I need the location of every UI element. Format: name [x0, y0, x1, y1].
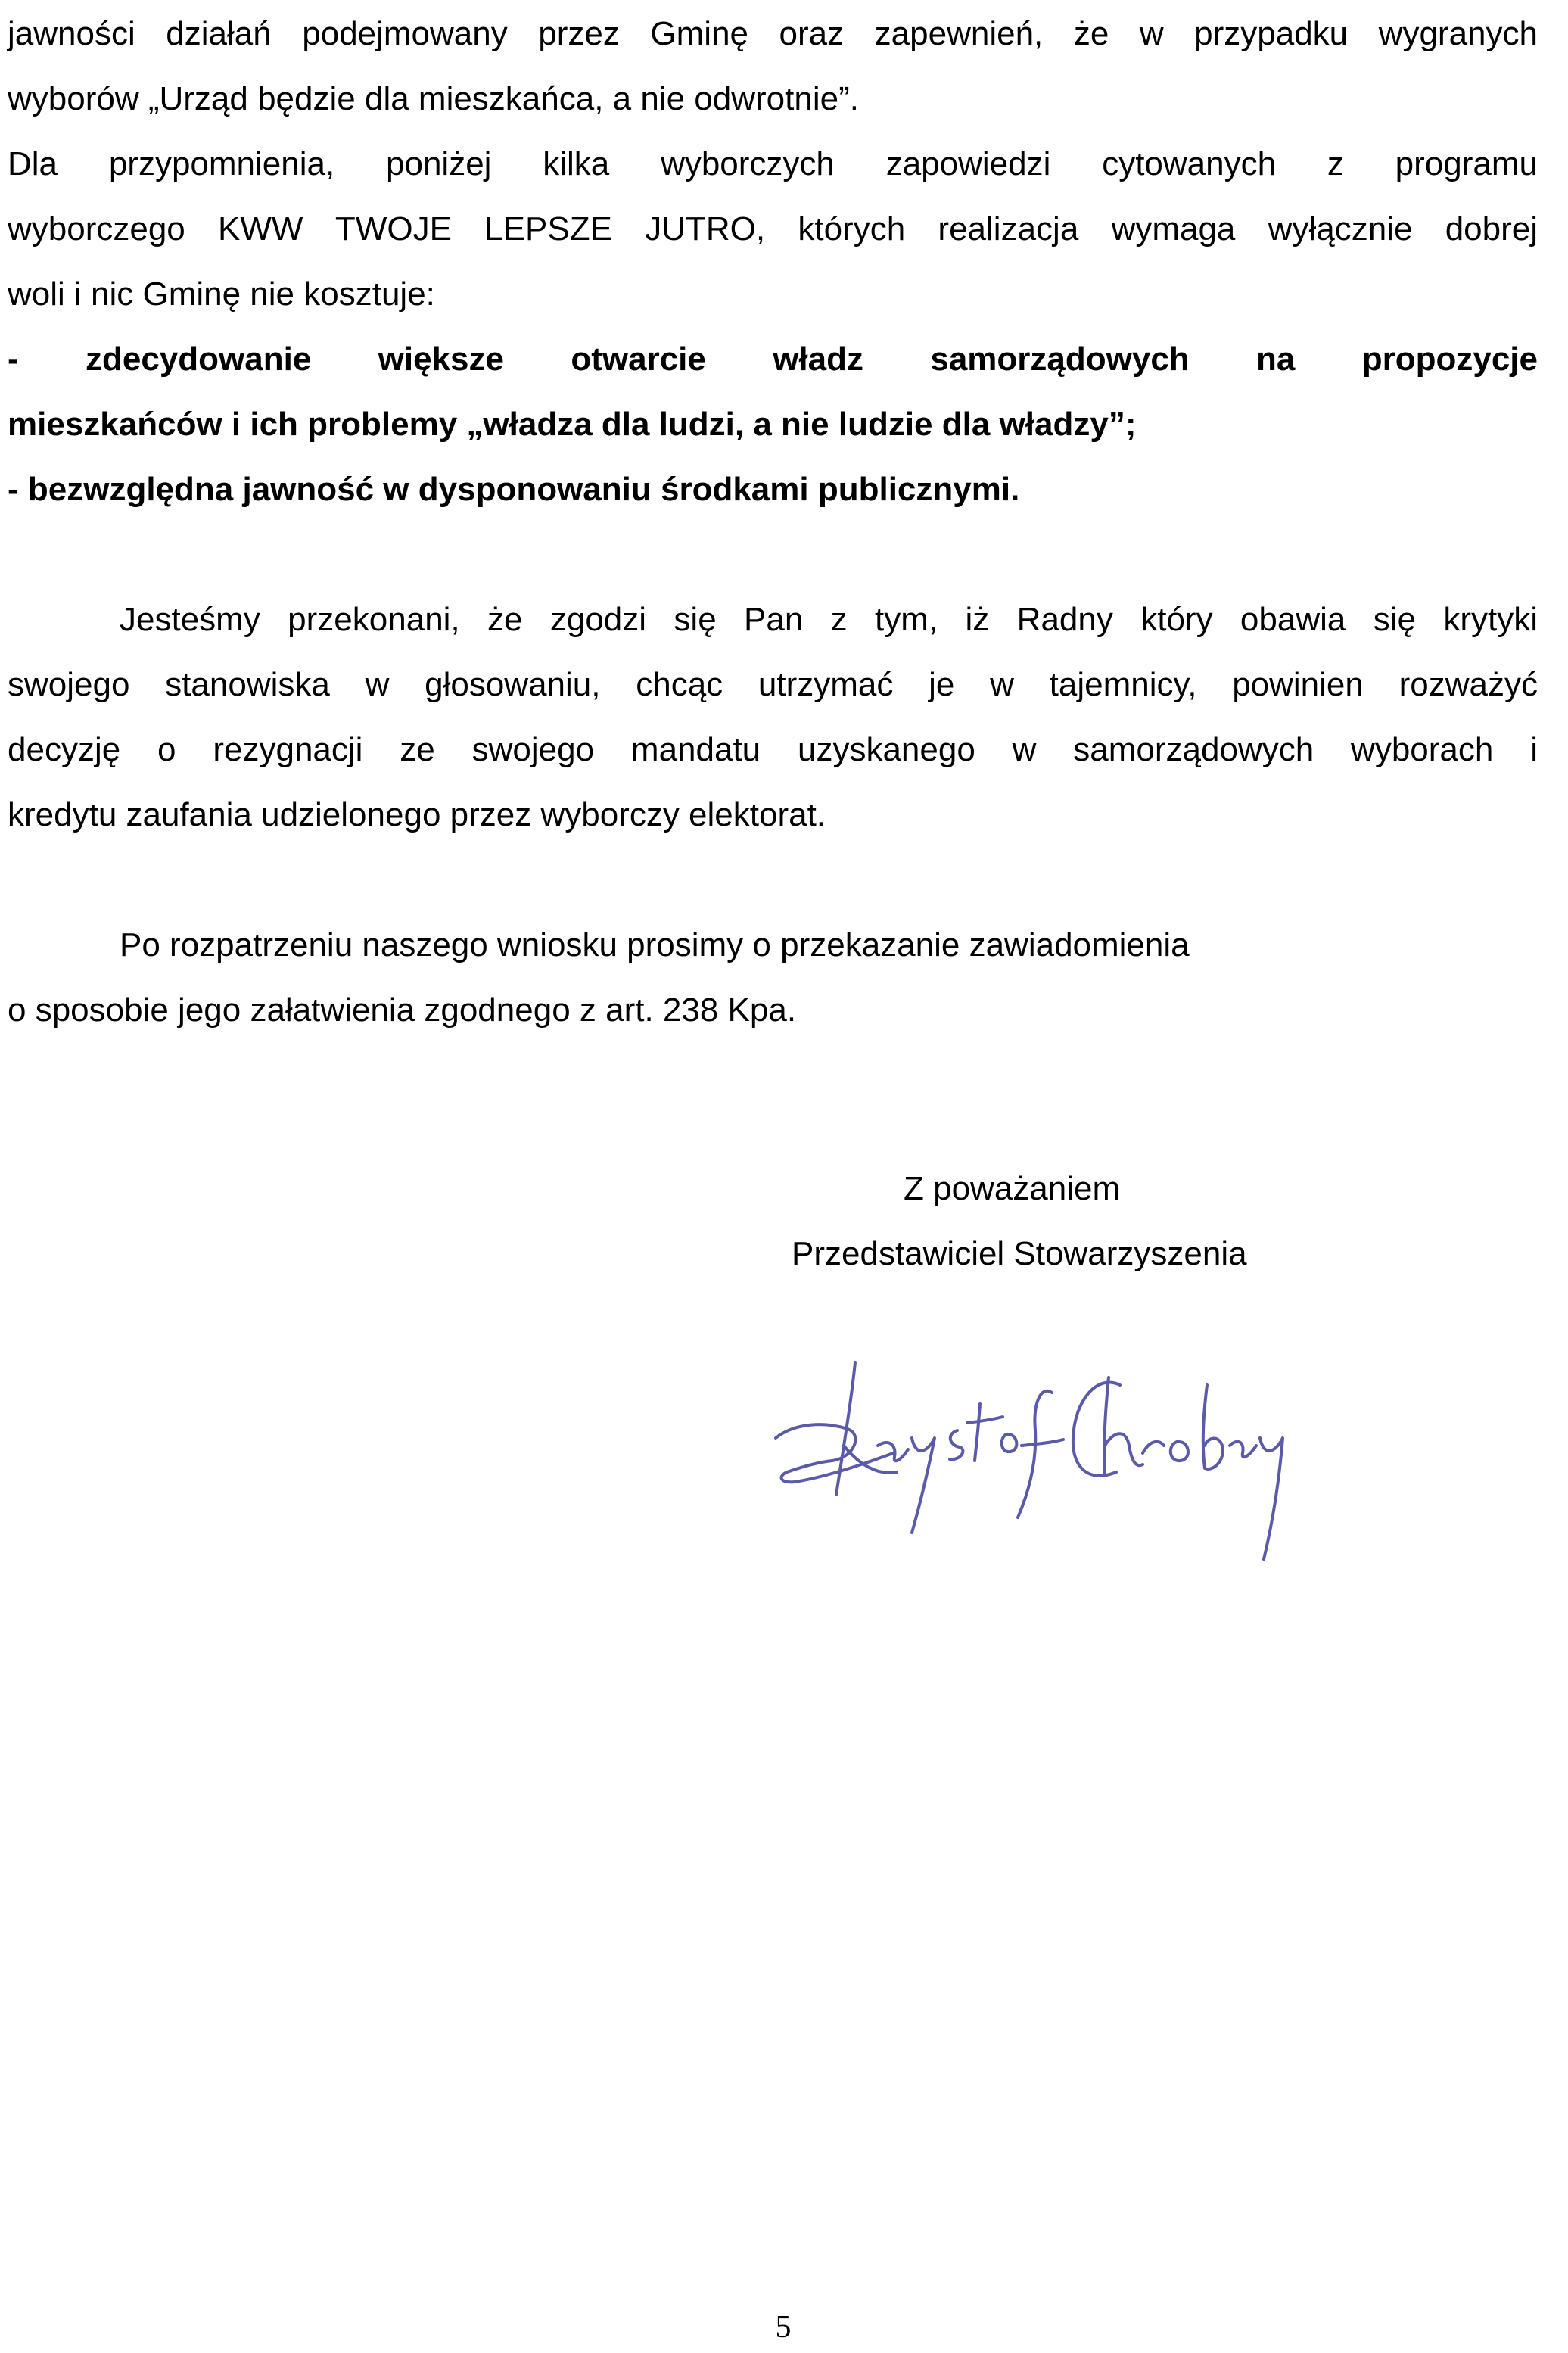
text-line: swojego stanowiska w głosowaniu, chcąc utrzymać je w tajemnicy, powinien rozważyć [8, 666, 1538, 703]
paragraph-request [8, 913, 1538, 1043]
text-line: o sposobie jego załatwienia zgodnego z art. 238 Kpa. [8, 991, 797, 1029]
bullet-line: mieszkańców i ich problemy „władza dla ludzi, a nie ludzie dla władzy”; [8, 406, 1137, 443]
text-line: wyborczego KWW TWOJE LEPSZE JUTRO, których realizacja wymaga wyłącznie dobrej [8, 210, 1538, 247]
text-line: woli i nic Gminę nie kosztuje: [8, 275, 435, 313]
text-line: Dla przypomnienia, poniżej kilka wyborczych zapowiedzi cytowanych z programu [8, 145, 1538, 182]
paragraph-intro [8, 2, 1538, 327]
text-line: jawności działań podejmowany przez Gminę oraz zapewnień, że w przypadku wygranych [8, 15, 1538, 52]
closing-greeting: Z poważaniem [904, 1170, 1121, 1207]
paragraph-radny [8, 587, 1538, 848]
text-line: decyzję o rezygnacji ze swojego mandatu uzyskanego w samorządowych wyborach i [8, 731, 1538, 768]
text-line: wyborów „Urząd będzie dla mieszkańca, a nie odwrotnie”. [8, 80, 859, 117]
page-number: 5 [775, 2310, 792, 2345]
handwritten-signature [764, 1332, 1309, 1604]
text-line: kredytu zaufania udzielonego przez wyborczy elektorat. [8, 796, 826, 833]
bullet-line: - bezwzględna jawność w dysponowaniu środkami publicznymi. [8, 471, 1020, 508]
bullet-list [8, 327, 1538, 522]
closing-role: Przedstawiciel Stowarzyszenia [792, 1235, 1247, 1272]
text-line: Po rozpatrzeniu naszego wniosku prosimy o przekazanie zawiadomienia [120, 926, 1190, 963]
bullet-line: - zdecydowanie większe otwarcie władz samorządowych na propozycje [8, 341, 1538, 378]
text-line: Jesteśmy przekonani, że zgodzi się Pan z tym, iż Radny który obawia się krytyki [120, 601, 1538, 638]
